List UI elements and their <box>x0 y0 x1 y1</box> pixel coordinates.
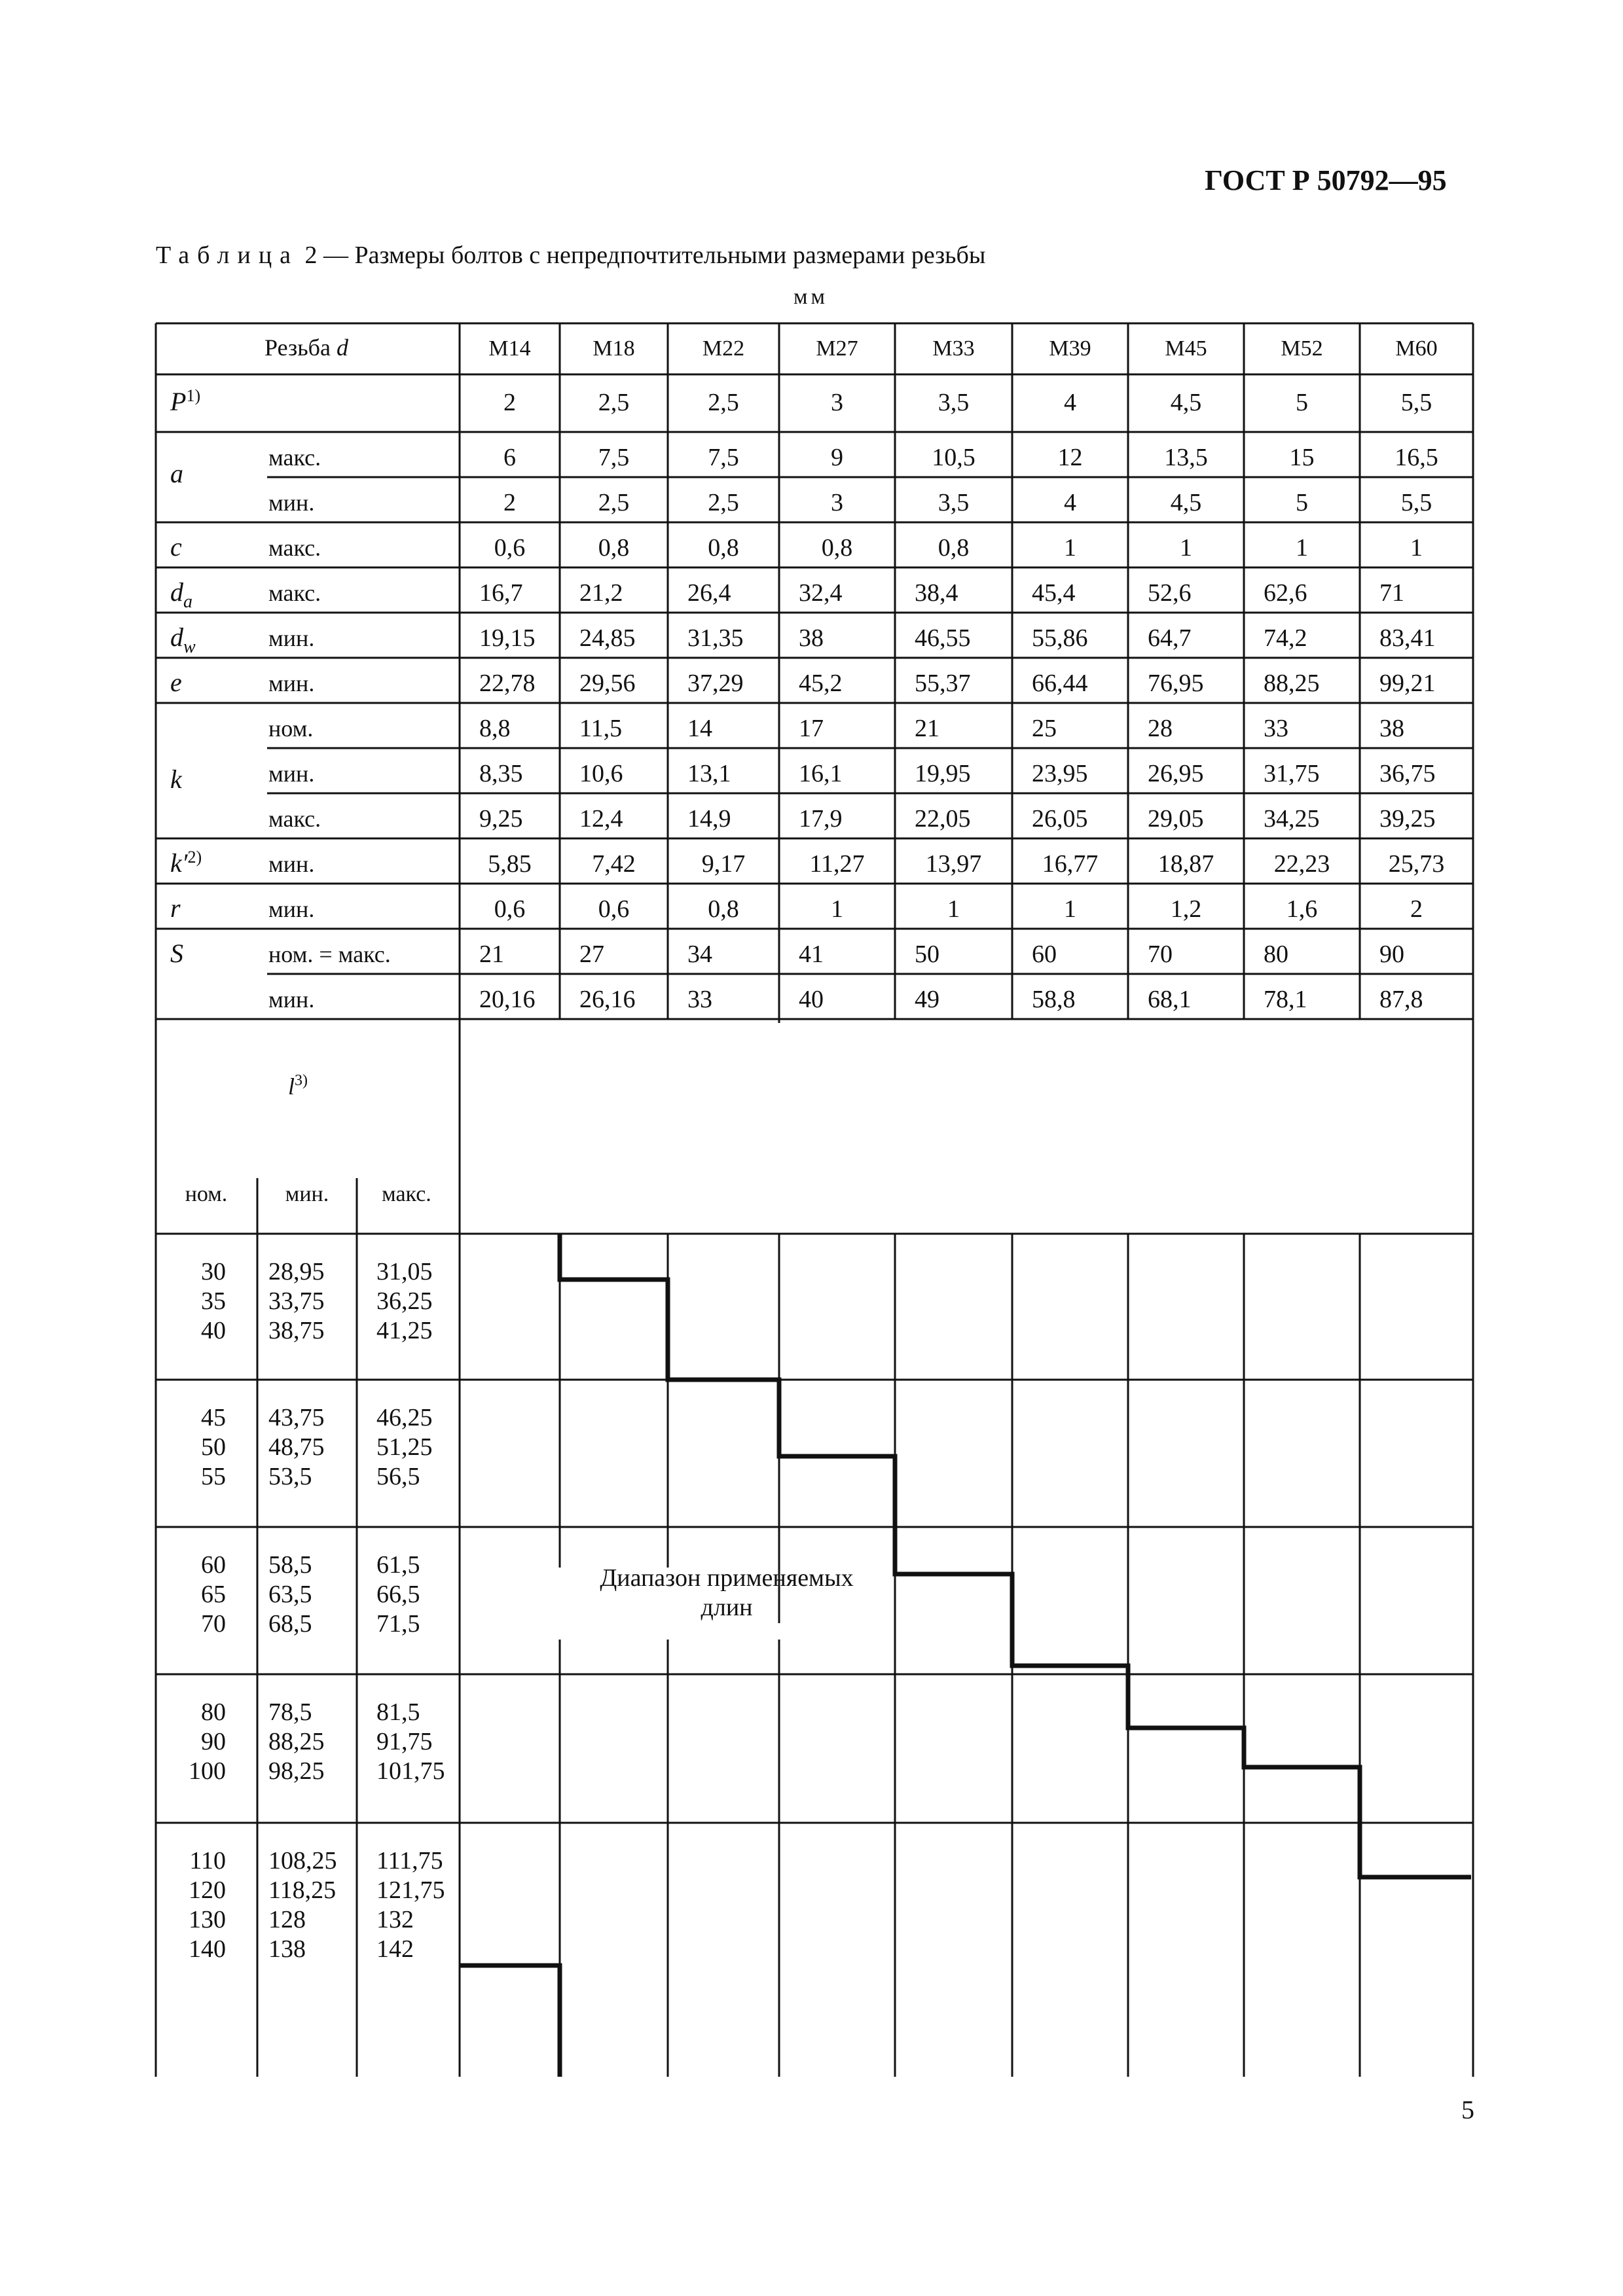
thread-size-m60: M60 <box>1395 336 1438 361</box>
cell-value: 4,5 <box>1170 489 1202 516</box>
cell-value: 76,95 <box>1148 670 1204 697</box>
cell-value: 1,2 <box>1170 895 1202 923</box>
thread-size-m14: M14 <box>488 336 531 361</box>
cell-value: 2,5 <box>598 489 630 516</box>
param-symbol: r <box>170 893 181 923</box>
cell-value: 8,8 <box>479 715 511 742</box>
cell-value: 4 <box>1064 489 1076 516</box>
cell-value: 0,6 <box>494 534 526 562</box>
cell-value: 7,5 <box>708 444 739 471</box>
param-symbol: $d_w$ <box>170 622 196 657</box>
qualifier-label: макс. <box>268 806 321 832</box>
length-max: 46,25 <box>376 1404 433 1431</box>
cell-value: 2 <box>503 389 516 416</box>
qualifier-label: ном. = макс. <box>268 941 391 967</box>
thread-size-m52: M52 <box>1281 336 1323 361</box>
cell-value: 0,8 <box>708 895 739 923</box>
table-caption-label: Таблица <box>156 242 299 269</box>
qualifier-label: мин. <box>268 761 315 787</box>
length-max: 61,5 <box>376 1551 420 1579</box>
cell-value: 13,5 <box>1164 444 1208 471</box>
cell-value: 23,95 <box>1032 760 1088 787</box>
cell-value: 38 <box>799 624 824 652</box>
cell-value: 52,6 <box>1148 579 1192 607</box>
length-max: 111,75 <box>376 1847 443 1874</box>
param-symbol: $P^{1)}$ <box>170 386 201 416</box>
length-col-min-header: мин. <box>285 1182 329 1206</box>
cell-value: 33 <box>1264 715 1288 742</box>
param-symbol: S <box>170 939 183 968</box>
cell-value: 24,85 <box>579 624 636 652</box>
cell-value: 58,8 <box>1032 986 1076 1013</box>
cell-value: 36,75 <box>1379 760 1436 787</box>
cell-value: 3 <box>831 389 843 416</box>
cell-value: 9 <box>831 444 843 471</box>
cell-value: 20,16 <box>479 986 536 1013</box>
length-nom: 65 <box>201 1581 226 1608</box>
length-max: 132 <box>376 1906 414 1933</box>
param-symbol: c <box>170 532 182 562</box>
cell-value: 22,23 <box>1273 850 1330 878</box>
length-nom: 55 <box>201 1463 226 1490</box>
cell-value: 26,95 <box>1148 760 1204 787</box>
cell-value: 1 <box>1064 895 1076 923</box>
cell-value: 45,4 <box>1032 579 1076 607</box>
cell-value: 38,4 <box>915 579 958 607</box>
applicable-length-boundary <box>460 1234 1471 2077</box>
length-nom: 140 <box>189 1935 226 1963</box>
cell-value: 4 <box>1064 389 1076 416</box>
cell-value: 12,4 <box>579 805 623 833</box>
cell-value: 7,5 <box>598 444 630 471</box>
length-max: 142 <box>376 1935 414 1963</box>
length-min: 43,75 <box>268 1404 325 1431</box>
length-col-max-header: макс. <box>382 1182 431 1206</box>
cell-value: 74,2 <box>1264 624 1307 652</box>
cell-value: 5 <box>1296 389 1308 416</box>
cell-value: 40 <box>799 986 824 1013</box>
cell-value: 2 <box>503 489 516 516</box>
length-nom: 60 <box>201 1551 226 1579</box>
cell-value: 31,75 <box>1264 760 1320 787</box>
cell-value: 3,5 <box>938 389 970 416</box>
length-min: 108,25 <box>268 1847 337 1874</box>
lower-length-boundary <box>460 1965 560 2077</box>
cell-value: 16,5 <box>1395 444 1438 471</box>
qualifier-label: мин. <box>268 625 315 651</box>
thread-size-m18: M18 <box>593 336 635 361</box>
length-min: 138 <box>268 1935 306 1963</box>
length-nom: 120 <box>189 1876 226 1904</box>
cell-value: 5,5 <box>1400 389 1432 416</box>
qualifier-label: мин. <box>268 490 315 516</box>
unit-label: мм <box>793 285 829 309</box>
cell-value: 22,78 <box>479 670 536 697</box>
cell-value: 16,7 <box>479 579 523 607</box>
cell-value: 78,1 <box>1264 986 1307 1013</box>
qualifier-label: мин. <box>268 896 315 922</box>
cell-value: 55,37 <box>915 670 971 697</box>
cell-value: 90 <box>1379 941 1404 968</box>
qualifier-label: мин. <box>268 670 315 696</box>
cell-value: 1 <box>831 895 843 923</box>
cell-value: 17,9 <box>799 805 843 833</box>
length-nom: 45 <box>201 1404 226 1431</box>
cell-value: 19,95 <box>915 760 971 787</box>
document-code: ГОСТ Р 50792—95 <box>1205 164 1447 196</box>
cell-value: 70 <box>1148 941 1173 968</box>
cell-value: 3 <box>831 489 843 516</box>
cell-value: 33 <box>687 986 712 1013</box>
page-number: 5 <box>1461 2095 1474 2125</box>
length-max: 31,05 <box>376 1258 433 1285</box>
cell-value: 80 <box>1264 941 1288 968</box>
cell-value: 62,6 <box>1264 579 1307 607</box>
cell-value: 46,55 <box>915 624 971 652</box>
cell-value: 21 <box>915 715 939 742</box>
cell-value: 34 <box>687 941 712 968</box>
cell-value: 16,1 <box>799 760 843 787</box>
cell-value: 29,56 <box>579 670 636 697</box>
length-nom: 80 <box>201 1698 226 1726</box>
cell-value: 49 <box>915 986 939 1013</box>
cell-value: 0,8 <box>821 534 853 562</box>
param-symbol: a <box>170 459 183 488</box>
length-nom: 40 <box>201 1317 226 1344</box>
cell-value: 87,8 <box>1379 986 1423 1013</box>
param-symbol: $d_a$ <box>170 577 192 612</box>
length-max: 56,5 <box>376 1463 420 1490</box>
qualifier-label: макс. <box>268 580 321 606</box>
cell-value: 18,87 <box>1158 850 1214 878</box>
cell-value: 83,41 <box>1379 624 1436 652</box>
cell-value: 32,4 <box>799 579 843 607</box>
cell-value: 26,4 <box>687 579 731 607</box>
cell-value: 22,05 <box>915 805 971 833</box>
length-nom: 110 <box>189 1847 226 1874</box>
cell-value: 1,6 <box>1286 895 1318 923</box>
range-label: длин <box>701 1594 753 1621</box>
cell-value: 11,5 <box>579 715 623 742</box>
qualifier-label: ном. <box>268 715 314 742</box>
cell-value: 25,73 <box>1388 850 1445 878</box>
cell-value: 0,8 <box>708 534 739 562</box>
cell-value: 66,44 <box>1032 670 1088 697</box>
thread-size-m33: M33 <box>932 336 975 361</box>
thread-size-m39: M39 <box>1049 336 1091 361</box>
cell-value: 0,6 <box>494 895 526 923</box>
cell-value: 16,77 <box>1042 850 1099 878</box>
length-min: 58,5 <box>268 1551 312 1579</box>
length-min: 33,75 <box>268 1287 325 1315</box>
cell-value: 5,5 <box>1400 489 1432 516</box>
length-min: 28,95 <box>268 1258 325 1285</box>
length-max: 91,75 <box>376 1728 433 1755</box>
cell-value: 39,25 <box>1379 805 1436 833</box>
length-max: 51,25 <box>376 1433 433 1461</box>
cell-value: 3,5 <box>938 489 970 516</box>
cell-value: 1 <box>1296 534 1308 562</box>
cell-value: 41 <box>799 941 824 968</box>
cell-value: 0,8 <box>598 534 630 562</box>
upper-length-boundary <box>560 1234 1471 1877</box>
length-nom: 30 <box>201 1258 226 1285</box>
length-min: 88,25 <box>268 1728 325 1755</box>
cell-value: 55,86 <box>1032 624 1088 652</box>
qualifier-label: макс. <box>268 535 321 561</box>
cell-value: 5,85 <box>488 850 532 878</box>
cell-value: 26,16 <box>579 986 636 1013</box>
length-nom: 100 <box>189 1757 226 1785</box>
cell-value: 29,05 <box>1148 805 1204 833</box>
length-nom: 50 <box>201 1433 226 1461</box>
length-max: 71,5 <box>376 1610 420 1638</box>
cell-value: 38 <box>1379 715 1404 742</box>
range-label: Диапазон применяемых <box>600 1564 854 1592</box>
cell-value: 6 <box>503 444 516 471</box>
cell-value: 21 <box>479 941 504 968</box>
cell-value: 11,27 <box>809 850 865 878</box>
cell-value: 9,25 <box>479 805 523 833</box>
length-min: 53,5 <box>268 1463 312 1490</box>
cell-value: 68,1 <box>1148 986 1192 1013</box>
cell-value: 4,5 <box>1170 389 1202 416</box>
cell-value: 0,8 <box>938 534 970 562</box>
qualifier-label: мин. <box>268 986 315 1013</box>
cell-value: 0,6 <box>598 895 630 923</box>
cell-value: 28 <box>1148 715 1173 742</box>
length-min: 78,5 <box>268 1698 312 1726</box>
cell-value: 60 <box>1032 941 1057 968</box>
length-nom: 35 <box>201 1287 226 1315</box>
length-nom: 70 <box>201 1610 226 1638</box>
cell-value: 14,9 <box>687 805 731 833</box>
cell-value: 1 <box>1410 534 1423 562</box>
length-max: 81,5 <box>376 1698 420 1726</box>
param-symbol: e <box>170 668 182 697</box>
length-nom: 130 <box>189 1906 226 1933</box>
cell-value: 2,5 <box>708 389 739 416</box>
thread-size-m22: M22 <box>702 336 745 361</box>
cell-value: 17 <box>799 715 824 742</box>
cell-value: 5 <box>1296 489 1308 516</box>
param-symbol: $k'^{2)}$ <box>170 848 202 878</box>
cell-value: 21,2 <box>579 579 623 607</box>
cell-value: 2 <box>1410 895 1423 923</box>
cell-value: 26,05 <box>1032 805 1088 833</box>
length-min: 48,75 <box>268 1433 325 1461</box>
cell-value: 7,42 <box>592 850 636 878</box>
cell-value: 15 <box>1289 444 1315 471</box>
cell-value: 9,17 <box>701 850 746 878</box>
cell-value: 50 <box>915 941 939 968</box>
length-col-nom-header: ном. <box>185 1182 228 1206</box>
length-max: 101,75 <box>376 1757 445 1785</box>
table-cells <box>170 334 1444 1963</box>
length-min: 118,25 <box>268 1876 337 1904</box>
cell-value: 64,7 <box>1148 624 1192 652</box>
cell-value: 88,25 <box>1264 670 1320 697</box>
cell-value: 12 <box>1057 444 1083 471</box>
param-symbol: k <box>170 764 182 794</box>
table-caption-text: 2 — Размеры болтов с непредпочтительными размерами резьбы <box>304 242 986 269</box>
length-min: 128 <box>268 1906 306 1933</box>
cell-value: 71 <box>1379 579 1404 607</box>
cell-value: 1 <box>1064 534 1076 562</box>
length-min: 68,5 <box>268 1610 312 1638</box>
cell-value: 31,35 <box>687 624 744 652</box>
cell-value: 13,97 <box>925 850 982 878</box>
length-header: $l^{3)}$ <box>287 1072 308 1100</box>
length-max: 36,25 <box>376 1287 433 1315</box>
cell-value: 13,1 <box>687 760 731 787</box>
cell-value: 19,15 <box>479 624 536 652</box>
thread-size-m45: M45 <box>1165 336 1207 361</box>
cell-value: 2,5 <box>708 489 739 516</box>
cell-value: 8,35 <box>479 760 523 787</box>
thread-size-m27: M27 <box>816 336 858 361</box>
qualifier-label: мин. <box>268 851 315 877</box>
cell-value: 14 <box>687 715 712 742</box>
cell-value: 10,5 <box>932 444 976 471</box>
cell-value: 1 <box>1180 534 1192 562</box>
cell-value: 37,29 <box>687 670 744 697</box>
cell-value: 45,2 <box>799 670 843 697</box>
cell-value: 34,25 <box>1264 805 1320 833</box>
cell-value: 27 <box>579 941 604 968</box>
length-min: 38,75 <box>268 1317 325 1344</box>
cell-value: 10,6 <box>579 760 623 787</box>
cell-value: 1 <box>947 895 960 923</box>
qualifier-label: макс. <box>268 444 321 471</box>
length-min: 98,25 <box>268 1757 325 1785</box>
cell-value: 25 <box>1032 715 1057 742</box>
cell-value: 2,5 <box>598 389 630 416</box>
cell-value: 99,21 <box>1379 670 1436 697</box>
length-max: 41,25 <box>376 1317 433 1344</box>
length-min: 63,5 <box>268 1581 312 1608</box>
length-nom: 90 <box>201 1728 226 1755</box>
length-max: 121,75 <box>376 1876 445 1904</box>
thread-header: Резьба d <box>264 334 348 361</box>
length-max: 66,5 <box>376 1581 420 1608</box>
